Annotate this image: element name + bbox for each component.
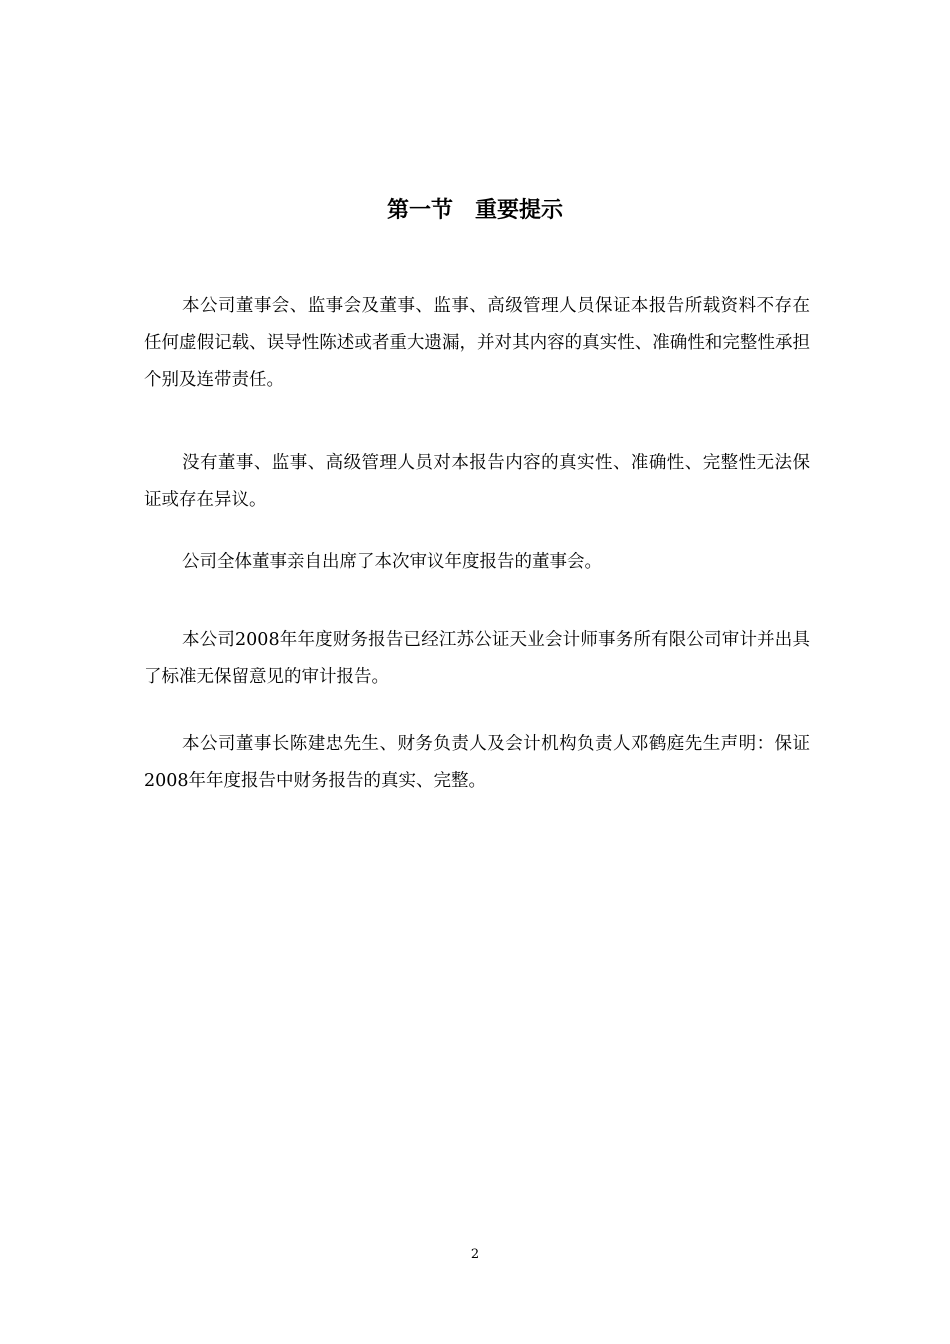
- paragraph-responsibility-statement: 本公司董事会、监事会及董事、监事、高级管理人员保证本报告所载资料不存在任何虚假记载、误导性陈述或者重大遗漏，并对其内容的真实性、准确性和完整性承担个别及连带责任。: [144, 296, 810, 390]
- section-title: 第一节 重要提示: [386, 198, 563, 223]
- paragraph-officer-declaration: 本公司董事长陈建忠先生、财务负责人及会计机构负责人邓鹤庭先生声明：保证2008年年度报告中财务报告的真实、完整。: [144, 734, 810, 791]
- paragraph-board-attendance: 公司全体董事亲自出席了本次审议年度报告的董事会。: [182, 552, 602, 572]
- paragraph-audit-opinion: 本公司2008年年度财务报告已经江苏公证天业会计师事务所有限公司审计并出具了标准无保留意见的审计报告。: [144, 630, 810, 687]
- page-number: 2: [470, 1247, 480, 1262]
- paragraph-no-objection: 没有董事、监事、高级管理人员对本报告内容的真实性、准确性、完整性无法保证或存在异议。: [144, 453, 810, 510]
